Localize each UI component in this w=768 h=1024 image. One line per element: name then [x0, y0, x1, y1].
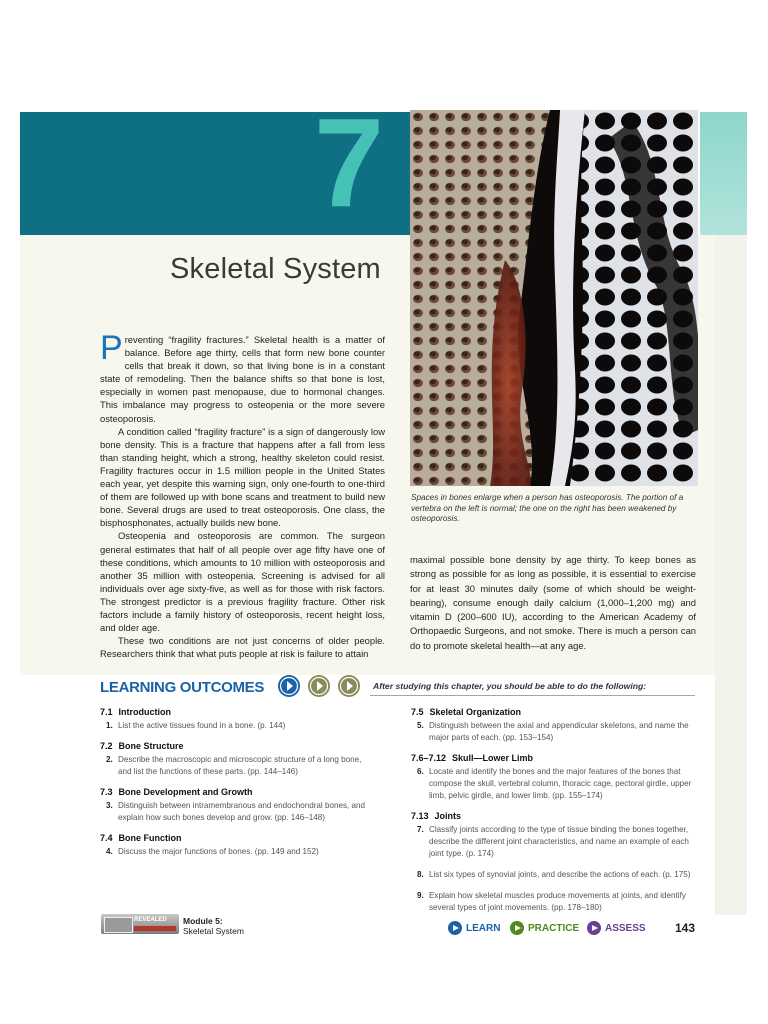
page-number: 143: [675, 921, 696, 935]
module-reference: [183, 916, 244, 936]
outcome-number: 9.: [417, 891, 424, 900]
outcome-number: 4.: [106, 847, 113, 856]
outcome-text: Explain how skeletal muscles produce movements at joints, and identify several types of joint movements. (pp. 178–180): [429, 891, 686, 912]
learning-outcomes-heading: LEARNING OUTCOMES: [100, 679, 265, 696]
nav-assess[interactable]: [587, 921, 646, 935]
page-edge: [715, 235, 747, 915]
outcome-number: 1.: [106, 721, 113, 730]
outcome-text: Locate and identify the bones and the major features of the bones that compose the skull, vertebral column, thoracic cage, pectoral girdle, upper limb, pelvic girdle, and lower limb. (pp. 155–174): [429, 767, 692, 800]
section-number: 7.13: [411, 811, 429, 821]
outcome-item: [411, 869, 696, 881]
section-title: Joints: [434, 811, 462, 821]
nav-practice-label: PRACTICE: [528, 922, 580, 934]
assess-arrow-icon: [587, 921, 601, 935]
outcome-section-heading: [411, 707, 696, 717]
revealed-logo: [101, 914, 179, 934]
nav-learn-label: LEARN: [466, 922, 501, 934]
chapter-title: Skeletal System: [170, 253, 381, 285]
intro-paragraph: [100, 329, 385, 425]
learning-outcomes-intro: After studying this chapter, you should be able to do the following:: [373, 681, 647, 691]
outcome-item: [100, 720, 370, 732]
outcome-text: Distinguish between intramembranous and endochondral bones, and explain how such bones develop and grow. (pp. 146–148): [118, 801, 366, 822]
section-number: 7.1: [100, 707, 113, 717]
outcome-section: [100, 833, 370, 858]
outcome-section-heading: [100, 833, 370, 843]
outcome-item: [411, 720, 696, 744]
practice-arrow-icon: [510, 921, 524, 935]
outcome-text: Distinguish between the axial and appendicular skeletons, and name the major parts of each. (pp. 153–154): [429, 721, 689, 742]
intro-paragraph: A condition called “fragility fracture” is a sign of dangerously low bone density. This is a fracture that happens after a fall from less than standing height, which a strong, healthy skeleton could resist. Fragility fractures occur in 1.5 million people in the United States each year, yet despite this warning sign, only one-fourth to one-third of them are followed up with bone scans and treatment to build new bone. Several drugs are used to treat osteoporosis. One class, the bisphosphonates, actually builds new bone.: [100, 425, 385, 529]
photo-caption: Spaces in bones enlarge when a person has osteoporosis. The portion of a vertebra on the left is normal; the one on the right has been weakened by osteoporosis.: [411, 493, 684, 524]
outcome-section-heading: [411, 811, 696, 821]
outcome-number: 7.: [417, 825, 424, 834]
logo-text: REVEALED: [134, 917, 167, 923]
module-name: Skeletal System: [183, 926, 244, 936]
outcome-item: [411, 824, 696, 860]
nav-assess-label: ASSESS: [605, 922, 646, 934]
outcome-section: [100, 707, 370, 732]
drop-cap: P: [100, 329, 123, 367]
intro-paragraph: These two conditions are not just concerns of older people. Researchers think that what puts people at risk is failure to attain: [100, 635, 385, 660]
section-title: Skeletal Organization: [429, 707, 522, 717]
outcome-text: List six types of synovial joints, and describe the actions of each. (p. 175): [429, 870, 691, 879]
bone-photo: [410, 110, 698, 486]
learn-arrow-icon: [448, 921, 462, 935]
bone-photo-image: [410, 110, 698, 486]
intro-paragraph-text: reventing “fragility fractures.” Skeletal health is a matter of balance. Before age thirty, cells that form new bone counter cells that break it down, so that living bone is in a constant state of remodeling. Then the balance shifts so that bone is lost, especially in women past menopause, due to hormonal changes. This imbalance may progress to osteopenia or the more severe osteoporosis.: [100, 334, 385, 424]
outcome-text: Describe the macroscopic and microscopic structure of a long bone, and list the functions of these parts. (pp. 144–146): [118, 755, 362, 776]
outcome-item: [100, 846, 370, 858]
section-number: 7.5: [411, 707, 424, 717]
outcome-item: [411, 766, 696, 802]
nav-learn[interactable]: [448, 921, 500, 935]
section-title: Skull—Lower Limb: [452, 753, 534, 763]
module-label: Module 5:: [183, 916, 223, 926]
section-number: 7.4: [100, 833, 113, 843]
outcome-text: List the active tissues found in a bone. (p. 144): [118, 721, 286, 730]
outcome-section-heading: [100, 707, 370, 717]
section-title: Bone Function: [118, 833, 182, 843]
section-number: 7.3: [100, 787, 113, 797]
nav-practice[interactable]: [510, 921, 579, 935]
section-title: Bone Development and Growth: [118, 787, 253, 797]
section-title: Bone Structure: [118, 741, 184, 751]
arrow-right-icon: [338, 675, 360, 697]
outcome-section: [411, 707, 696, 744]
outcome-number: 6.: [417, 767, 424, 776]
outcome-number: 3.: [106, 801, 113, 810]
intro-paragraph: Osteopenia and osteoporosis are common. The surgeon general estimates that half of all people over age fifty have one of these conditions, which amounts to 10 million with osteoporosis and another 35 million with osteopenia. Screening is advised for all individuals over age sixty-five, as well as for those with risk factors. The strongest predictor is a previous fragility fracture. Other risk factors include a family history of osteoporosis, recent height loss, and older age.: [100, 530, 385, 634]
section-number: 7.2: [100, 741, 113, 751]
section-title: Introduction: [118, 707, 172, 717]
outcome-text: Classify joints according to the type of tissue binding the bones together, describe the different joint characteristics, and name an example of each joint type. (p. 174): [429, 825, 689, 858]
arrow-right-icon: [278, 675, 300, 697]
chapter-number: 7: [314, 92, 381, 233]
outcomes-left-column: [100, 707, 370, 867]
outcomes-right-column: [411, 707, 696, 923]
divider: [370, 695, 695, 696]
outcome-section-heading: [100, 741, 370, 751]
outcome-section: [411, 811, 696, 914]
outcome-text: Discuss the major functions of bones. (pp. 149 and 152): [118, 847, 319, 856]
outcome-section: [411, 753, 696, 802]
decorative-tab: [700, 112, 747, 252]
outcome-number: 2.: [106, 755, 113, 764]
arrow-right-icon: [308, 675, 330, 697]
intro-text-left: [100, 329, 385, 660]
section-number: 7.6–7.12: [411, 753, 447, 763]
outcome-item: [100, 754, 370, 778]
outcome-section: [100, 741, 370, 778]
outcome-number: 8.: [417, 870, 424, 879]
outcome-section: [100, 787, 370, 824]
outcome-item: [100, 800, 370, 824]
outcome-number: 5.: [417, 721, 424, 730]
outcome-item: [411, 890, 696, 914]
intro-text-right: maximal possible bone density by age thirty. To keep bones as strong as possible for as long as possible, it is essential to exercise for at least 30 minutes daily (some of which should be weight-bearing), consume enough daily calcium (1,000–1,200 mg) and vitamin D (200–600 IU), according to the American Academy of Orthopaedic Surgeons, and not smoke. There is much a person can do to promote skeletal health—at any age.: [410, 554, 696, 651]
outcome-section-heading: [411, 753, 696, 763]
outcome-section-heading: [100, 787, 370, 797]
